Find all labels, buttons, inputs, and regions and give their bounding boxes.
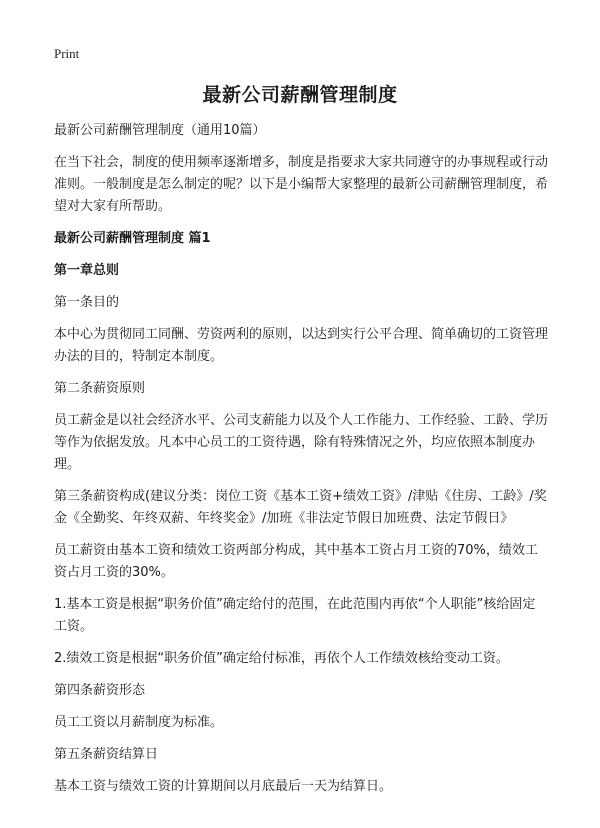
doc-subtitle: 最新公司薪酬管理制度（通用10篇） — [54, 123, 266, 138]
list-item: 1.基本工资是根据“职务价值”确定给付的范围，在此范围内再依“个人职能”核给固定工资。 — [54, 597, 536, 634]
paragraph: 本中心为贯彻同工同酬、劳资两利的原则，以达到实行公平合理、简单确切的工资管理办法的目的，特制定本制度。 — [54, 327, 549, 364]
chapter-heading: 第一章总则 — [54, 263, 120, 278]
paragraph: 员工薪资由基本工资和绩效工资两部分构成，其中基本工资占月工资的70%，绩效工资占月工资的30%。 — [54, 543, 538, 580]
print-link[interactable]: Print — [54, 46, 80, 61]
document-body — [54, 120, 548, 808]
section-heading: 最新公司薪酬管理制度 篇1 — [54, 231, 211, 246]
article-heading: 第三条薪资构成(建议分类：岗位工资《基本工资+绩效工资》/津贴《住房、工龄》/奖金《全勤奖、年终双薪、年终奖金》/加班《非法定节假日加班费、法定节假日》 — [54, 489, 547, 526]
article-heading: 第二条薪资原则 — [54, 381, 146, 396]
paragraph: 员工工资以月薪制度为标准。 — [54, 715, 224, 730]
page-title: 最新公司薪酬管理制度 — [202, 84, 398, 106]
article-heading: 第五条薪资结算日 — [54, 747, 159, 762]
paragraph: 员工薪金是以社会经济水平、公司支薪能力以及个人工作能力、工作经验、工龄、学历等作为依据发放。凡本中心员工的工资待遇，除有特殊情况之外，均应依照本制度办理。 — [54, 413, 549, 472]
article-heading: 第四条薪资形态 — [54, 683, 146, 698]
list-item: 2.绩效工资是根据“职务价值”确定给付标准，再依个人工作绩效核给变动工资。 — [54, 651, 509, 666]
article-heading: 第一条目的 — [54, 295, 120, 310]
intro-paragraph: 在当下社会，制度的使用频率逐渐增多，制度是指要求大家共同遵守的办事规程或行动准则。一般制度是怎么制定的呢？以下是小编帮大家整理的最新公司薪酬管理制度，希望对大家有所帮助。 — [54, 155, 549, 214]
paragraph: 基本工资与绩效工资的计算期间以月底最后一天为结算日。 — [54, 779, 393, 794]
